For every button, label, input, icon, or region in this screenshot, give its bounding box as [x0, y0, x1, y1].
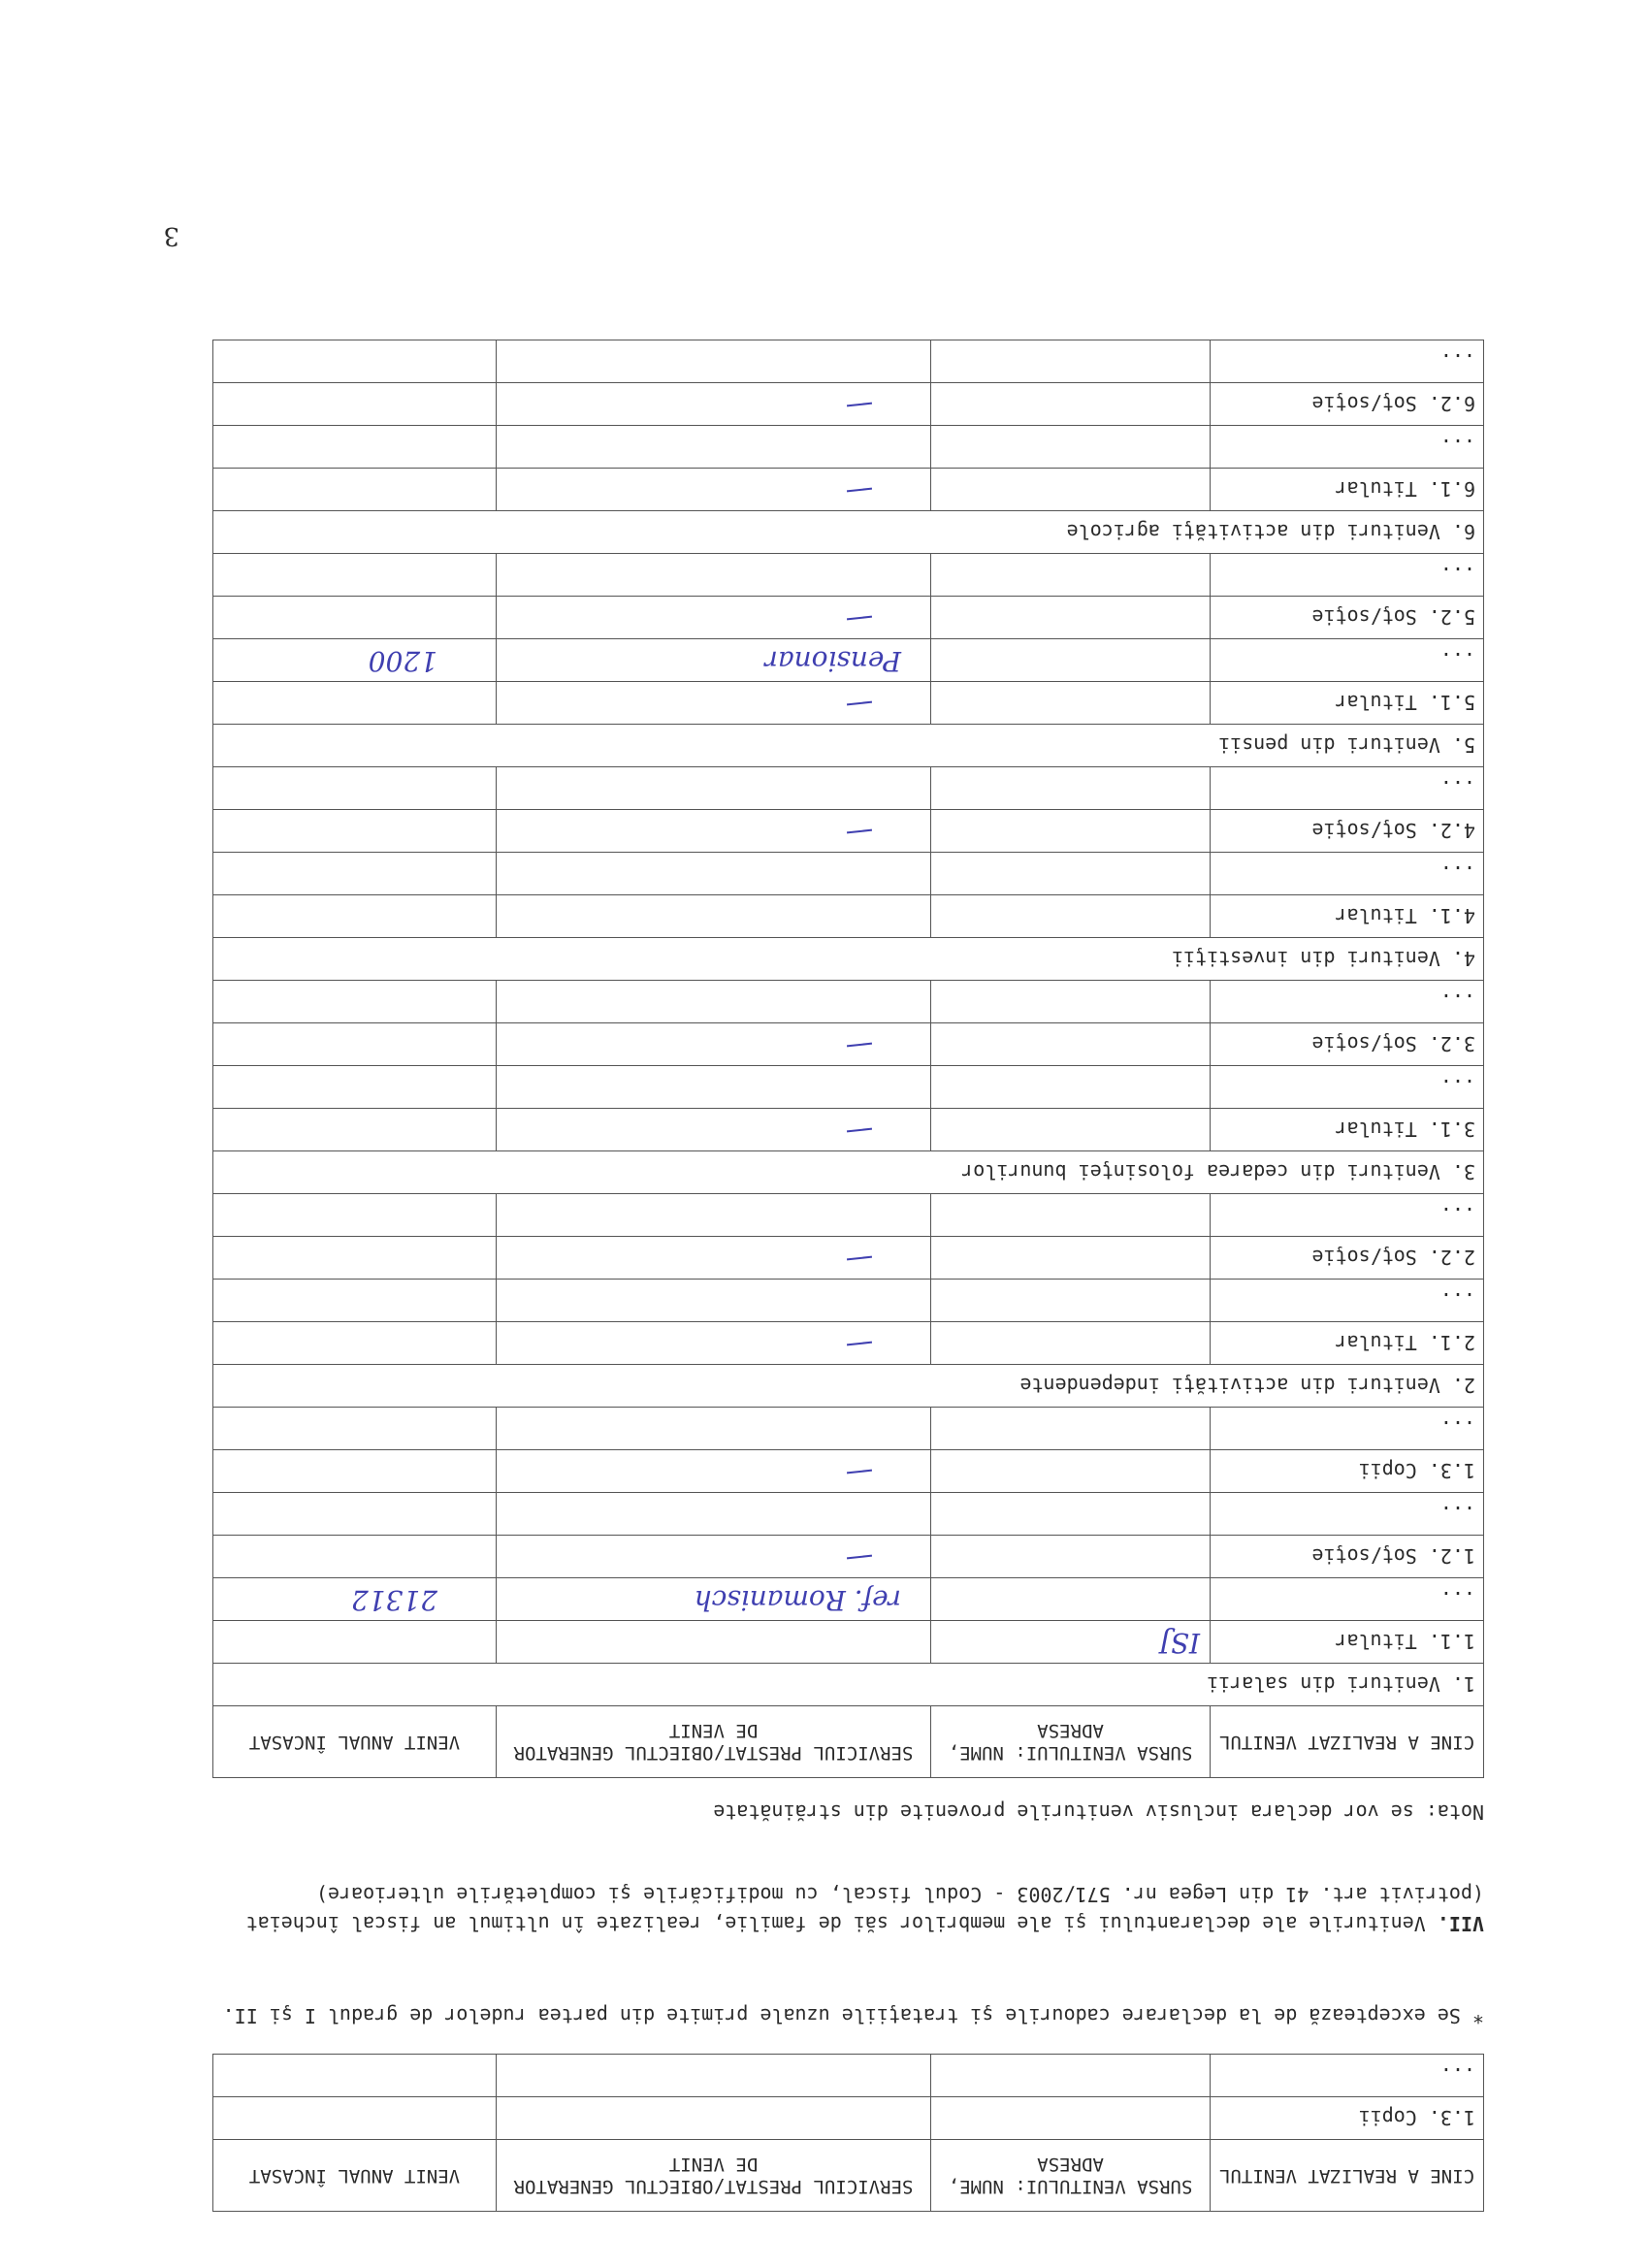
handwritten-dash [847, 701, 872, 706]
amount-cell [213, 1237, 497, 1280]
source-cell [931, 383, 1211, 426]
handwritten-dash [847, 1256, 872, 1261]
service-cell [497, 1450, 931, 1493]
amount-cell [213, 1322, 497, 1365]
table-row [213, 1450, 1484, 1493]
nota-text: Nota: se vor declara inclusiv veniturile provenite din străinătate [713, 1800, 1484, 1824]
source-cell [931, 1578, 1211, 1621]
service-cell [497, 383, 931, 426]
table-row [213, 1066, 1484, 1109]
table-row [213, 810, 1484, 853]
row-label: 5.2. Soţ/soţie [1211, 597, 1484, 639]
row-label: 6.2. Soţ/soţie [1211, 383, 1484, 426]
service-cell [497, 682, 931, 725]
amount-cell [213, 1023, 497, 1066]
row-label: 3. Venituri din cedarea folosinţei bunurilor [213, 1151, 1484, 1194]
table-header-row [213, 2140, 1484, 2212]
handwritten-dash [847, 1555, 872, 1560]
table-row [213, 1023, 1484, 1066]
service-cell [497, 1493, 931, 1536]
service-cell [497, 1578, 931, 1621]
amount-cell [213, 1621, 497, 1664]
table-row [213, 340, 1484, 383]
row-label: 5. Venituri din pensii [213, 725, 1484, 767]
table-row [213, 597, 1484, 639]
service-cell [497, 469, 931, 511]
table-row [213, 1194, 1484, 1237]
amount-cell [213, 554, 497, 597]
source-cell [931, 853, 1211, 895]
source-cell [931, 1450, 1211, 1493]
source-cell [931, 1237, 1211, 1280]
amount-cell [213, 810, 497, 853]
amount-cell [213, 426, 497, 469]
amount-cell [213, 1194, 497, 1237]
row-label: ... [1211, 426, 1484, 469]
row-label: ... [1211, 981, 1484, 1023]
row-label: ... [1211, 1280, 1484, 1322]
table-row [213, 895, 1484, 938]
row-label: 5.1. Titular [1211, 682, 1484, 725]
service-cell [497, 853, 931, 895]
table-row [213, 1408, 1484, 1450]
handwritten-dash [847, 616, 872, 621]
handwritten-service: Pensionar [764, 645, 901, 677]
row-label: 1.2. Soţ/soţie [1211, 1536, 1484, 1578]
table-row [213, 981, 1484, 1023]
amount-cell [213, 853, 497, 895]
handwritten-source: ISJ [1159, 1627, 1200, 1659]
table-row [213, 682, 1484, 725]
header-service: SERVICIUL PRESTAT/OBIECTUL GENERATOR DE VENIT [497, 2140, 931, 2212]
source-cell [931, 1621, 1211, 1664]
amount-cell [213, 639, 497, 682]
handwritten-service: ref. Romanisch [694, 1584, 901, 1616]
source-cell [931, 426, 1211, 469]
handwritten-amount: 1200 [368, 645, 437, 677]
section-row [213, 938, 1484, 981]
source-cell [931, 682, 1211, 725]
service-cell [497, 597, 931, 639]
source-cell [931, 340, 1211, 383]
table-row [213, 1493, 1484, 1536]
table-row [213, 1322, 1484, 1365]
header-service: SERVICIUL PRESTAT/OBIECTUL GENERATOR DE VENIT [497, 1706, 931, 1778]
header-source: SURSA VENITULUI: NUME, ADRESA [931, 2140, 1211, 2212]
amount-cell [213, 895, 497, 938]
table-row [213, 1109, 1484, 1151]
amount-cell [213, 340, 497, 383]
service-cell [497, 1023, 931, 1066]
section-row [213, 1151, 1484, 1194]
continuation-table [212, 2054, 1484, 2212]
service-cell [497, 1280, 931, 1322]
service-cell [497, 1066, 931, 1109]
table-row [213, 1280, 1484, 1322]
amount-cell [213, 383, 497, 426]
row-label: 6.1. Titular [1211, 469, 1484, 511]
row-label: ... [1211, 1578, 1484, 1621]
source-cell [931, 1109, 1211, 1151]
row-label: ... [1211, 2055, 1484, 2097]
source-cell [931, 597, 1211, 639]
source-cell [931, 767, 1211, 810]
amount-cell [213, 981, 497, 1023]
row-label: 1.1. Titular [1211, 1621, 1484, 1664]
footnote: * Se exceptează de la declarare cadourile şi trataţiile uzuale primite din partea rudelor de gradul I şi II. [222, 2004, 1484, 2027]
header-income: VENIT ANUAL ÎNCASAT [213, 1706, 497, 1778]
service-cell [497, 810, 931, 853]
row-label: 3.1. Titular [1211, 1109, 1484, 1151]
page-number: 3 [163, 221, 179, 250]
source-cell [931, 1536, 1211, 1578]
row-label: ... [1211, 1194, 1484, 1237]
row-label: ... [1211, 639, 1484, 682]
service-cell [497, 554, 931, 597]
table-row [213, 1621, 1484, 1664]
amount-cell [213, 1536, 497, 1578]
row-label: ... [1211, 1066, 1484, 1109]
source-cell [931, 1322, 1211, 1365]
handwritten-dash [847, 829, 872, 834]
handwritten-dash [847, 1342, 872, 1346]
row-label: 2.1. Titular [1211, 1322, 1484, 1365]
source-cell [931, 1066, 1211, 1109]
table-row [213, 1536, 1484, 1578]
amount-cell [213, 1493, 497, 1536]
service-cell [497, 1536, 931, 1578]
table-row [213, 383, 1484, 426]
section-vii-title: VII. [1437, 1912, 1484, 1935]
table-row [213, 853, 1484, 895]
handwritten-dash [847, 403, 872, 407]
table-row [213, 1578, 1484, 1621]
section-row [213, 1664, 1484, 1706]
source-cell [931, 554, 1211, 597]
header-source: SURSA VENITULUI: NUME, ADRESA [931, 1706, 1211, 1778]
row-label: 1.3. Copii [1211, 1450, 1484, 1493]
amount-cell [213, 682, 497, 725]
row-label: 6. Venituri din activităţi agricole [213, 511, 1484, 554]
amount-cell [213, 1066, 497, 1109]
table-row [213, 554, 1484, 597]
amount-cell [213, 469, 497, 511]
row-label: 4. Venituri din investiţii [213, 938, 1484, 981]
source-cell [931, 981, 1211, 1023]
service-cell [497, 426, 931, 469]
amount-cell [213, 1578, 497, 1621]
row-label: ... [1211, 1493, 1484, 1536]
source-cell [931, 895, 1211, 938]
row-label: 3.2. Soţ/soţie [1211, 1023, 1484, 1066]
amount-cell [213, 767, 497, 810]
section-row [213, 1365, 1484, 1408]
row-label: 4.2. Soţ/soţie [1211, 810, 1484, 853]
amount-cell [213, 1408, 497, 1450]
service-cell [497, 981, 931, 1023]
header-who: CINE A REALIZAT VENITUL [1211, 2140, 1484, 2212]
service-cell [497, 1408, 931, 1450]
source-cell [931, 1408, 1211, 1450]
service-cell [497, 1237, 931, 1280]
handwritten-amount: 21312 [350, 1584, 437, 1616]
service-cell [497, 639, 931, 682]
row-label: 1. Venituri din salarii [213, 1664, 1484, 1706]
table-row [213, 426, 1484, 469]
table-row [213, 767, 1484, 810]
source-cell [931, 1493, 1211, 1536]
source-cell [931, 1194, 1211, 1237]
amount-cell [213, 1280, 497, 1322]
row-label: ... [1211, 767, 1484, 810]
section-vii-body: Veniturile ale declarantului şi ale membrilor săi de familie, realizate în ultimul an fiscal încheiat (potrivit art. 41 din Legea nr. 571/2003 - Codul fiscal, cu modificările şi completările ulterioare) [245, 1883, 1484, 1935]
service-cell [497, 340, 931, 383]
table-row [213, 639, 1484, 682]
section-row [213, 511, 1484, 554]
row-label: ... [1211, 1408, 1484, 1450]
row-label: 1.3. Copii [1211, 2097, 1484, 2140]
source-cell [931, 639, 1211, 682]
row-label: 2. Venituri din activităţi independente [213, 1365, 1484, 1408]
amount-cell [213, 1109, 497, 1151]
service-cell [497, 1322, 931, 1365]
table-row [213, 2097, 1484, 2140]
handwritten-dash [847, 1470, 872, 1474]
handwritten-dash [847, 1043, 872, 1048]
amount-cell [213, 1450, 497, 1493]
table-row [213, 469, 1484, 511]
service-cell [497, 767, 931, 810]
service-cell [497, 1109, 931, 1151]
row-label: 4.1. Titular [1211, 895, 1484, 938]
table-row [213, 1237, 1484, 1280]
section-vii-text [175, 1880, 1484, 1938]
table-header-row [213, 1706, 1484, 1778]
header-who: CINE A REALIZAT VENITUL [1211, 1706, 1484, 1778]
source-cell [931, 1023, 1211, 1066]
handwritten-dash [847, 1128, 872, 1133]
source-cell [931, 469, 1211, 511]
table-row [213, 2055, 1484, 2097]
handwritten-dash [847, 488, 872, 493]
header-income: VENIT ANUAL ÎNCASAT [213, 2140, 497, 2212]
row-label: 2.2. Soţ/soţie [1211, 1237, 1484, 1280]
service-cell [497, 1621, 931, 1664]
service-cell [497, 895, 931, 938]
income-table [212, 340, 1484, 1778]
row-label: ... [1211, 340, 1484, 383]
row-label: ... [1211, 554, 1484, 597]
service-cell [497, 1194, 931, 1237]
amount-cell [213, 597, 497, 639]
source-cell [931, 810, 1211, 853]
section-row [213, 725, 1484, 767]
source-cell [931, 1280, 1211, 1322]
row-label: ... [1211, 853, 1484, 895]
